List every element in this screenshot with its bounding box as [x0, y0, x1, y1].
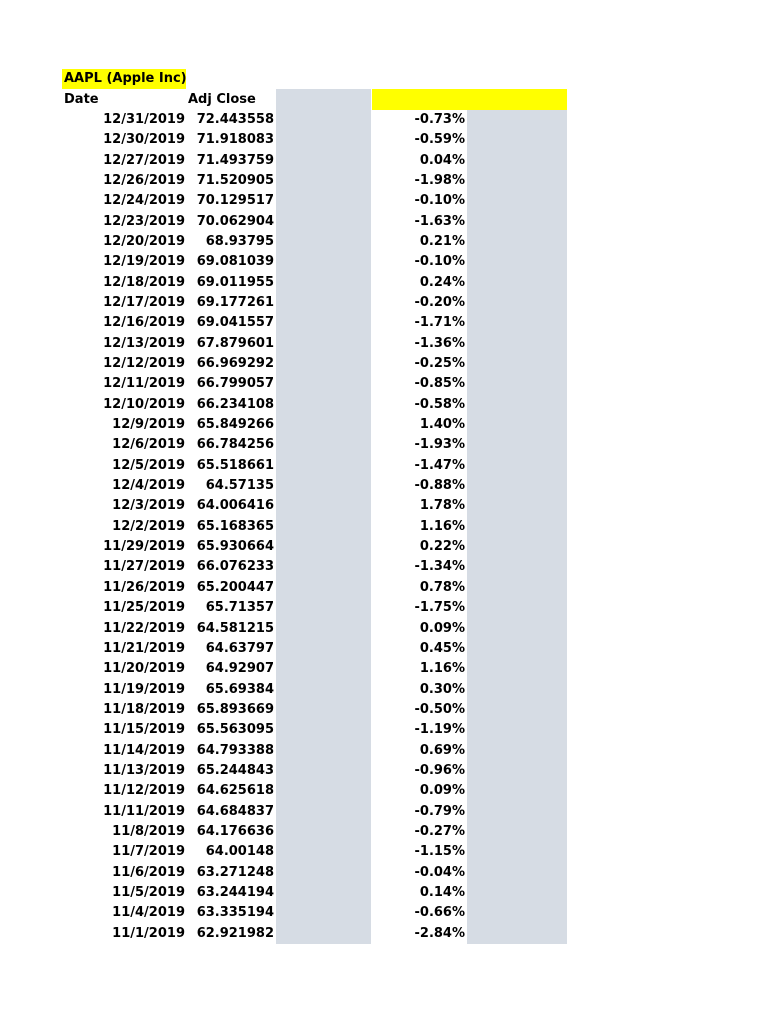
- return-cell[interactable]: -1.71%: [414, 315, 465, 331]
- adj-close-cell[interactable]: 65.69384: [205, 681, 274, 697]
- date-cell[interactable]: 12/17/2019: [103, 295, 185, 311]
- table-row: [0, 435, 768, 455]
- return-cell[interactable]: -1.47%: [414, 457, 465, 473]
- return-cell[interactable]: -1.34%: [414, 559, 465, 575]
- date-cell[interactable]: 11/27/2019: [103, 559, 185, 575]
- return-cell[interactable]: -0.50%: [414, 701, 465, 717]
- date-cell[interactable]: 12/26/2019: [103, 173, 185, 189]
- adj-close-cell[interactable]: 68.93795: [205, 234, 274, 250]
- table-row: [0, 863, 768, 883]
- return-header-highlight: [372, 89, 567, 110]
- sheet-title[interactable]: AAPL (Apple Inc): [64, 71, 187, 86]
- return-cell[interactable]: -0.10%: [414, 254, 465, 270]
- adj-close-cell[interactable]: 64.57135: [205, 478, 274, 494]
- return-cell[interactable]: -1.15%: [414, 844, 465, 860]
- date-cell[interactable]: 11/12/2019: [103, 783, 185, 799]
- date-cell[interactable]: 12/19/2019: [103, 254, 185, 270]
- adj-close-cell[interactable]: 69.081039: [196, 254, 274, 270]
- return-cell[interactable]: -0.79%: [414, 803, 465, 819]
- date-cell[interactable]: 12/31/2019: [103, 112, 185, 127]
- table-row: [0, 456, 768, 476]
- date-cell[interactable]: 12/23/2019: [103, 213, 185, 229]
- return-cell[interactable]: -1.63%: [414, 213, 465, 229]
- return-cell[interactable]: 1.16%: [419, 661, 465, 677]
- return-cell[interactable]: 0.04%: [419, 152, 465, 168]
- return-cell[interactable]: 0.69%: [419, 742, 465, 758]
- table-row: [0, 334, 768, 354]
- return-cell[interactable]: 0.24%: [419, 274, 465, 290]
- adj-close-cell[interactable]: 71.520905: [196, 173, 274, 189]
- adj-close-cell[interactable]: 71.493759: [196, 152, 274, 168]
- date-cell[interactable]: 11/8/2019: [112, 823, 185, 839]
- adj-close-cell[interactable]: 64.793388: [196, 742, 274, 758]
- date-cell[interactable]: 12/11/2019: [103, 376, 185, 392]
- adj-close-cell[interactable]: 65.200447: [196, 579, 274, 595]
- table-row: [0, 293, 768, 313]
- return-cell[interactable]: 1.78%: [419, 498, 465, 514]
- date-cell[interactable]: 11/5/2019: [112, 884, 185, 900]
- date-cell[interactable]: 12/27/2019: [103, 152, 185, 168]
- adj-close-cell[interactable]: 65.168365: [196, 518, 274, 534]
- return-cell[interactable]: 0.22%: [419, 539, 465, 555]
- date-cell[interactable]: 11/26/2019: [103, 579, 185, 595]
- header-adj-close[interactable]: Adj Close: [188, 92, 256, 107]
- table-row: [0, 741, 768, 761]
- table-row: [0, 313, 768, 333]
- table-row: [0, 354, 768, 374]
- adj-close-cell[interactable]: 72.443558: [196, 112, 274, 127]
- date-cell[interactable]: 12/13/2019: [103, 335, 185, 351]
- date-cell[interactable]: 11/11/2019: [103, 803, 185, 819]
- adj-close-cell[interactable]: 64.581215: [196, 620, 274, 636]
- adj-close-cell[interactable]: 65.893669: [196, 701, 274, 717]
- adj-close-cell[interactable]: 66.234108: [196, 396, 274, 412]
- adj-close-cell[interactable]: 69.011955: [196, 274, 274, 290]
- date-cell[interactable]: 11/13/2019: [103, 762, 185, 778]
- table-row: [0, 924, 768, 944]
- date-cell[interactable]: 11/1/2019: [112, 925, 185, 941]
- table-row: [0, 903, 768, 923]
- return-cell[interactable]: -0.96%: [414, 762, 465, 778]
- table-row: [0, 212, 768, 232]
- table-row: [0, 557, 768, 577]
- return-cell[interactable]: -1.93%: [414, 437, 465, 453]
- date-cell[interactable]: 11/6/2019: [112, 864, 185, 880]
- table-row: [0, 496, 768, 516]
- return-cell[interactable]: 0.21%: [419, 234, 465, 250]
- return-cell[interactable]: -0.25%: [414, 356, 465, 372]
- return-cell[interactable]: 0.78%: [419, 579, 465, 595]
- return-cell[interactable]: -0.73%: [414, 112, 465, 127]
- table-row: [0, 802, 768, 822]
- table-row: [0, 415, 768, 435]
- table-row: [0, 598, 768, 618]
- table-row: [0, 720, 768, 740]
- date-cell[interactable]: 11/25/2019: [103, 600, 185, 616]
- adj-close-cell[interactable]: 64.006416: [196, 498, 274, 514]
- date-cell[interactable]: 11/7/2019: [112, 844, 185, 860]
- adj-close-cell[interactable]: 64.176636: [196, 823, 274, 839]
- return-cell[interactable]: -0.88%: [414, 478, 465, 494]
- date-cell[interactable]: 12/2/2019: [112, 518, 185, 534]
- return-cell[interactable]: 0.09%: [419, 783, 465, 799]
- return-cell[interactable]: -1.36%: [414, 335, 465, 351]
- table-row: [0, 700, 768, 720]
- date-cell[interactable]: 11/22/2019: [103, 620, 185, 636]
- adj-close-cell[interactable]: 62.921982: [196, 925, 274, 941]
- table-row: [0, 761, 768, 781]
- return-cell[interactable]: 1.40%: [419, 417, 465, 433]
- date-cell[interactable]: 11/4/2019: [112, 905, 185, 921]
- adj-close-cell[interactable]: 66.969292: [196, 356, 274, 372]
- table-row: [0, 395, 768, 415]
- date-cell[interactable]: 12/12/2019: [103, 356, 185, 372]
- date-cell[interactable]: 12/6/2019: [112, 437, 185, 453]
- table-row: [0, 680, 768, 700]
- return-cell[interactable]: -0.85%: [414, 376, 465, 392]
- table-row: [0, 191, 768, 211]
- date-cell[interactable]: 12/9/2019: [112, 417, 185, 433]
- table-row: [0, 639, 768, 659]
- date-cell[interactable]: 12/24/2019: [103, 193, 185, 209]
- adj-close-cell[interactable]: 63.335194: [196, 905, 274, 921]
- date-cell[interactable]: 11/18/2019: [103, 701, 185, 717]
- date-cell[interactable]: 11/15/2019: [103, 722, 185, 738]
- adj-close-cell[interactable]: 63.244194: [196, 884, 274, 900]
- date-cell[interactable]: 12/18/2019: [103, 274, 185, 290]
- table-row: [0, 842, 768, 862]
- adj-close-cell[interactable]: 65.849266: [196, 417, 274, 433]
- return-cell[interactable]: 0.09%: [419, 620, 465, 636]
- table-row: [0, 578, 768, 598]
- adj-close-cell[interactable]: 64.63797: [205, 640, 274, 656]
- table-row: [0, 822, 768, 842]
- table-row: [0, 781, 768, 801]
- adj-close-cell[interactable]: 64.625618: [196, 783, 274, 799]
- adj-close-cell[interactable]: 65.244843: [196, 762, 274, 778]
- date-cell[interactable]: 12/20/2019: [103, 234, 185, 250]
- adj-close-cell[interactable]: 71.918083: [196, 132, 274, 148]
- adj-close-cell[interactable]: 66.784256: [196, 437, 274, 453]
- header-date[interactable]: Date: [64, 92, 99, 107]
- date-cell[interactable]: 12/3/2019: [112, 498, 185, 514]
- table-row: [0, 517, 768, 537]
- return-cell[interactable]: -0.58%: [414, 396, 465, 412]
- adj-close-cell[interactable]: 70.129517: [196, 193, 274, 209]
- adj-close-cell[interactable]: 65.563095: [196, 722, 274, 738]
- table-row: [0, 252, 768, 272]
- adj-close-cell[interactable]: 69.177261: [196, 295, 274, 311]
- date-cell[interactable]: 12/16/2019: [103, 315, 185, 331]
- table-row: [0, 130, 768, 150]
- return-cell[interactable]: -0.27%: [414, 823, 465, 839]
- adj-close-cell[interactable]: 64.684837: [196, 803, 274, 819]
- adj-close-cell[interactable]: 65.71357: [205, 600, 274, 616]
- return-cell[interactable]: -1.19%: [414, 722, 465, 738]
- adj-close-cell[interactable]: 70.062904: [196, 213, 274, 229]
- adj-close-cell[interactable]: 66.799057: [196, 376, 274, 392]
- return-cell[interactable]: 1.16%: [419, 518, 465, 534]
- return-cell[interactable]: 0.45%: [419, 640, 465, 656]
- table-row: [0, 110, 768, 130]
- table-row: [0, 883, 768, 903]
- date-cell[interactable]: 12/30/2019: [103, 132, 185, 148]
- table-row: [0, 374, 768, 394]
- date-cell[interactable]: 11/29/2019: [103, 539, 185, 555]
- date-cell[interactable]: 11/20/2019: [103, 661, 185, 677]
- return-cell[interactable]: -0.20%: [414, 295, 465, 311]
- table-row: [0, 151, 768, 171]
- adj-close-cell[interactable]: 64.00148: [205, 844, 274, 860]
- table-row: [0, 619, 768, 639]
- return-cell[interactable]: -0.10%: [414, 193, 465, 209]
- return-cell[interactable]: -0.59%: [414, 132, 465, 148]
- return-cell[interactable]: -1.98%: [414, 173, 465, 189]
- table-row: [0, 171, 768, 191]
- return-cell[interactable]: -0.04%: [414, 864, 465, 880]
- table-row: [0, 232, 768, 252]
- adj-close-cell[interactable]: 63.271248: [196, 864, 274, 880]
- date-cell[interactable]: 11/19/2019: [103, 681, 185, 697]
- table-row: [0, 476, 768, 496]
- return-cell[interactable]: -1.75%: [414, 600, 465, 616]
- adj-close-cell[interactable]: 69.041557: [196, 315, 274, 331]
- date-cell[interactable]: 11/21/2019: [103, 640, 185, 656]
- table-row: [0, 659, 768, 679]
- return-cell[interactable]: -0.66%: [414, 905, 465, 921]
- date-cell[interactable]: 11/14/2019: [103, 742, 185, 758]
- adj-close-cell[interactable]: 65.930664: [196, 539, 274, 555]
- adj-close-cell[interactable]: 67.879601: [196, 335, 274, 351]
- return-cell[interactable]: 0.30%: [419, 681, 465, 697]
- adj-close-cell[interactable]: 64.92907: [205, 661, 274, 677]
- return-cell[interactable]: -2.84%: [414, 925, 465, 941]
- date-cell[interactable]: 12/10/2019: [103, 396, 185, 412]
- table-row: [0, 537, 768, 557]
- adj-close-cell[interactable]: 66.076233: [196, 559, 274, 575]
- table-row: [0, 273, 768, 293]
- date-cell[interactable]: 12/5/2019: [112, 457, 185, 473]
- date-cell[interactable]: 12/4/2019: [112, 478, 185, 494]
- adj-close-cell[interactable]: 65.518661: [196, 457, 274, 473]
- return-cell[interactable]: 0.14%: [419, 884, 465, 900]
